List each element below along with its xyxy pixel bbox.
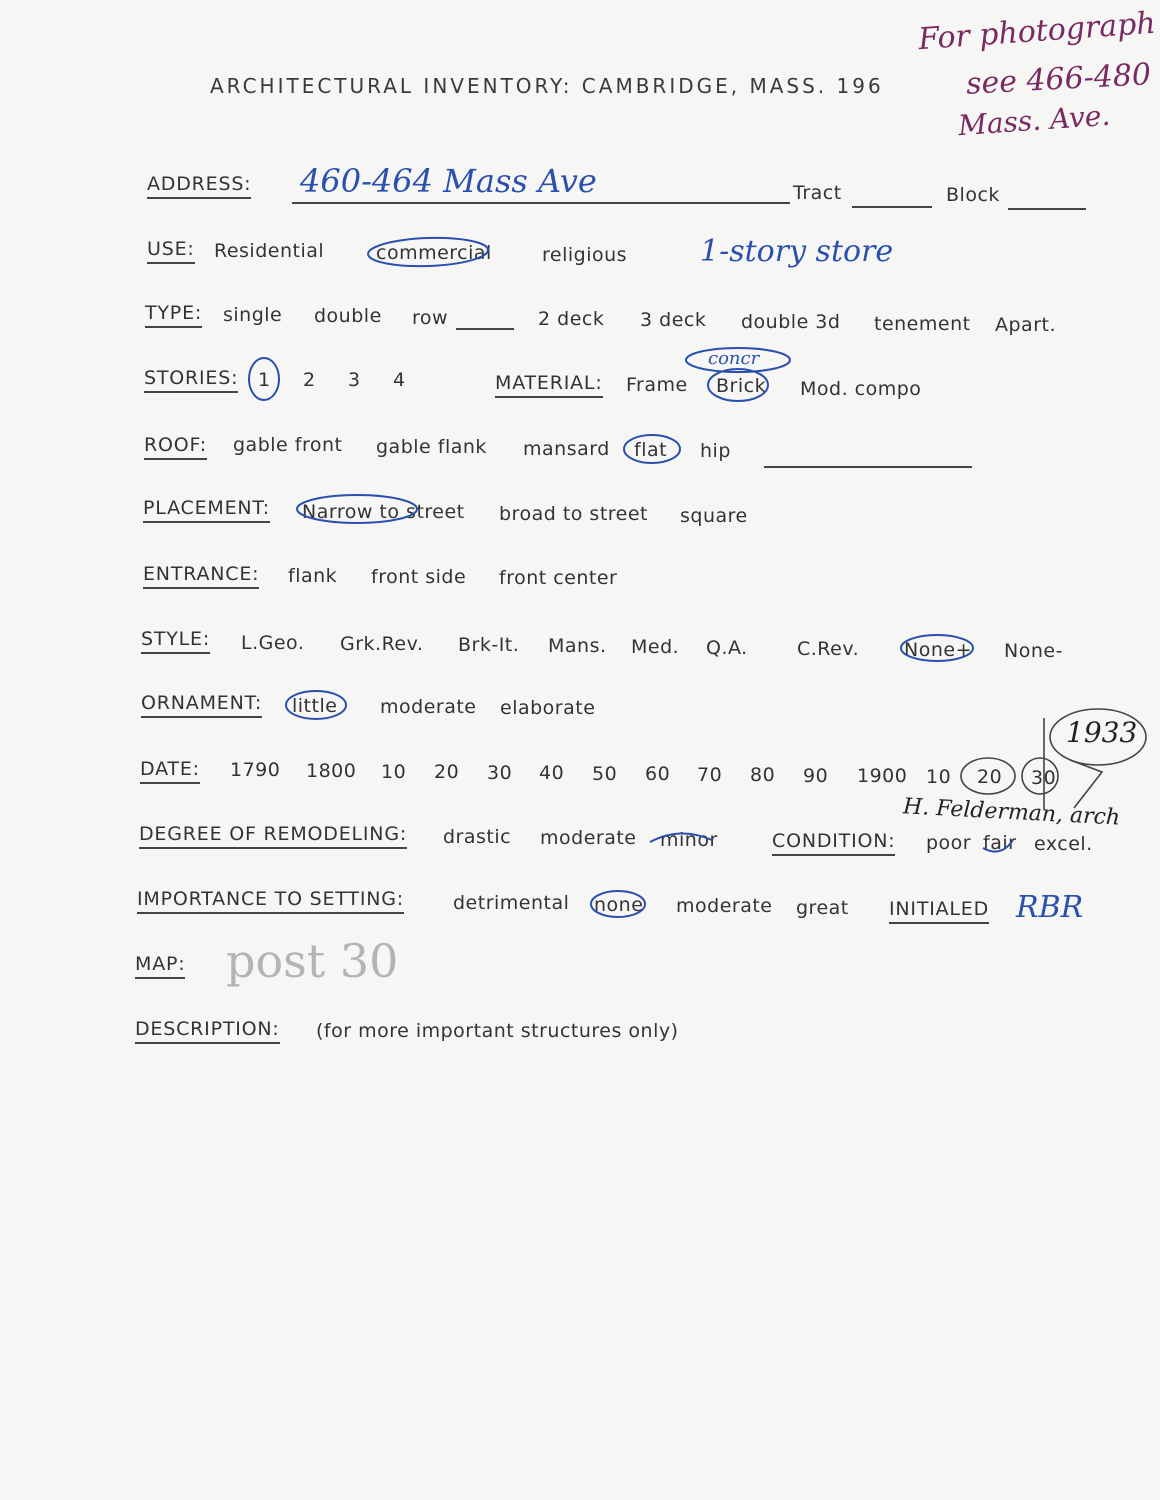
placement-option-square: square <box>680 505 748 527</box>
circle-little <box>286 691 346 719</box>
placement-option-broad: broad to street <box>499 503 649 525</box>
date-option-30-circled: 30 <box>1031 767 1057 789</box>
stories-option-3: 3 <box>348 369 361 391</box>
importance-option-moderate: moderate <box>676 895 773 917</box>
date-option: 30 <box>487 762 513 784</box>
date-option-20-circled: 20 <box>977 766 1003 788</box>
tract-label: Tract <box>793 182 842 204</box>
circle-date-30 <box>1022 758 1058 794</box>
roof-label: ROOF: <box>144 434 207 460</box>
date-option: 1790 <box>230 759 281 781</box>
map-value: post 30 <box>226 934 399 988</box>
importance-label: IMPORTANCE TO SETTING: <box>137 888 404 914</box>
style-option-qa: Q.A. <box>706 637 748 659</box>
description-note: (for more important structures only) <box>316 1020 679 1042</box>
address-value: 460-464 Mass Ave <box>300 162 597 200</box>
material-note: concr <box>708 348 760 369</box>
entrance-label: ENTRANCE: <box>143 563 259 589</box>
date-option: 1800 <box>306 760 357 782</box>
map-label: MAP: <box>135 953 185 979</box>
condition-option-fair: fair <box>983 832 1017 854</box>
use-label: USE: <box>147 238 195 264</box>
date-option: 40 <box>539 762 565 784</box>
ornament-option-elaborate: elaborate <box>500 697 596 719</box>
material-option-mod-compo: Mod. compo <box>800 378 922 400</box>
entrance-option-front-side: front side <box>371 566 467 588</box>
condition-option-excel: excel. <box>1034 833 1093 855</box>
initialed-label: INITIALED <box>889 898 989 924</box>
material-option-frame: Frame <box>626 374 688 396</box>
ornament-option-moderate: moderate <box>380 696 477 718</box>
photo-note-line3: Mass. Ave. <box>957 98 1112 143</box>
style-option-none-minus: None- <box>1004 640 1063 662</box>
remodeling-label: DEGREE OF REMODELING: <box>139 823 407 849</box>
type-option-tenement: tenement <box>874 313 971 335</box>
circle-none-plus <box>901 635 973 661</box>
type-option-2-deck: 2 deck <box>538 308 605 330</box>
type-option-double: double <box>314 305 382 327</box>
circle-none <box>591 891 645 917</box>
mark-minor <box>650 833 712 842</box>
style-option-brkit: Brk-It. <box>458 634 520 656</box>
material-label: MATERIAL: <box>495 372 603 398</box>
style-option-med: Med. <box>631 636 680 658</box>
architect-note: H. Felderman, arch <box>902 794 1121 831</box>
style-option-mans: Mans. <box>548 635 607 657</box>
style-option-grkrev: Grk.Rev. <box>340 633 424 655</box>
type-option-3-deck: 3 deck <box>640 309 707 331</box>
placement-label: PLACEMENT: <box>143 497 270 523</box>
type-option-row: row <box>412 307 449 329</box>
photo-note-line2: see 466-480 <box>965 57 1152 102</box>
material-option-brick: Brick <box>716 375 767 397</box>
condition-option-poor: poor <box>926 832 972 854</box>
address-label: ADDRESS: <box>147 173 251 199</box>
circle-narrow <box>297 495 417 523</box>
date-option: 50 <box>592 763 618 785</box>
date-option: 20 <box>434 761 460 783</box>
use-note: 1-story store <box>700 234 894 269</box>
roof-option-gable-flank: gable flank <box>376 436 487 458</box>
importance-option-none: none <box>594 894 644 916</box>
roof-option-flat: flat <box>634 439 668 461</box>
importance-option-great: great <box>796 897 849 919</box>
roof-option-hip: hip <box>700 440 731 462</box>
date-label: DATE: <box>140 758 200 784</box>
remodeling-option-moderate: moderate <box>540 827 637 849</box>
stories-option-1: 1 <box>258 369 271 391</box>
circle-date-20 <box>961 758 1015 794</box>
remodeling-option-drastic: drastic <box>443 826 512 848</box>
date-note-year: 1933 <box>1066 716 1138 749</box>
use-option-commercial: commercial <box>376 242 492 264</box>
roof-option-gable-front: gable front <box>233 434 343 456</box>
circle-commercial <box>368 236 489 268</box>
date-option: 60 <box>645 763 671 785</box>
type-label: TYPE: <box>145 302 202 328</box>
date-option: 80 <box>750 764 776 786</box>
date-option: 70 <box>697 764 723 786</box>
type-option-double-3d: double 3d <box>741 311 841 333</box>
ornament-option-little: little <box>292 695 338 717</box>
date-option: 1900 <box>857 765 908 787</box>
date-option: 10 <box>926 766 952 788</box>
mark-fair <box>983 840 1013 852</box>
type-option-single: single <box>223 304 283 326</box>
condition-label: CONDITION: <box>772 830 895 856</box>
date-option: 10 <box>381 761 407 783</box>
date-option: 90 <box>803 765 829 787</box>
use-option-religious: religious <box>542 244 628 266</box>
circle-brick <box>708 369 768 401</box>
style-label: STYLE: <box>141 628 210 654</box>
importance-option-detrimental: detrimental <box>453 892 570 914</box>
stories-option-2: 2 <box>303 369 316 391</box>
initialed-value: RBR <box>1016 890 1084 925</box>
placement-option-narrow: Narrow to street <box>302 501 465 523</box>
form-title: ARCHITECTURAL INVENTORY: CAMBRIDGE, MASS. 196 <box>210 74 884 98</box>
entrance-option-front-center: front center <box>499 567 618 589</box>
roof-option-mansard: mansard <box>523 438 610 460</box>
remodeling-option-minor: minor <box>660 829 718 851</box>
circle-flat <box>624 435 680 463</box>
type-option-apart: Apart. <box>995 314 1057 336</box>
circle-stories-1 <box>249 358 279 400</box>
stories-label: STORIES: <box>144 367 238 393</box>
style-option-crev: C.Rev. <box>797 638 860 660</box>
stories-option-4: 4 <box>393 369 406 391</box>
block-label: Block <box>946 184 1000 206</box>
description-label: DESCRIPTION: <box>135 1018 280 1044</box>
use-option-residential: Residential <box>214 240 325 262</box>
entrance-option-flank: flank <box>288 565 338 587</box>
style-option-lgeo: L.Geo. <box>241 632 305 654</box>
circle-1933 <box>1050 709 1146 765</box>
style-option-none-plus: None+ <box>904 639 972 661</box>
photo-note-line1: For photograph <box>917 5 1157 58</box>
ornament-label: ORNAMENT: <box>141 692 262 718</box>
